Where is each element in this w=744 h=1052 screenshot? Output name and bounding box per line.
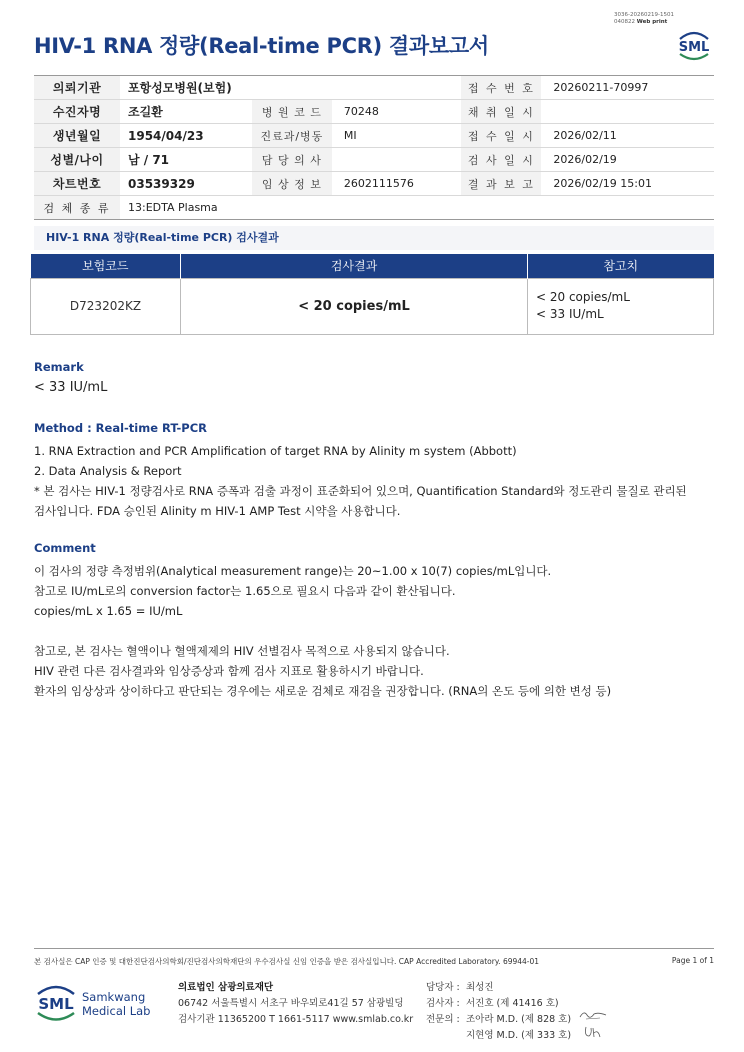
value-patient-name: 조길환: [120, 100, 252, 124]
label-birth-date: 생년월일: [34, 124, 120, 148]
document-id: 3036-20260219-1501 040822 Web print: [614, 12, 674, 25]
value-report-date: 2026/02/19 15:01: [541, 172, 714, 196]
label-accession: 접 수 번 호: [461, 76, 541, 100]
value-hospital-code: 70248: [332, 100, 462, 124]
comment-line: 환자의 임상상과 상이하다고 판단되는 경우에는 새로운 검체로 재검을 권장합니다. (RNA의 온도 등에 의한 변성 등): [34, 684, 612, 698]
comment-line: 참고로 IU/mL로의 conversion factor는 1.65으로 필요시 다음과 같이 환산됩니다.: [34, 584, 456, 598]
comment-line: copies/mL x 1.65 = IU/mL: [34, 604, 183, 618]
staff-info: 담당자 : 최성진 검사자 : 서진호 (제 41416 호) 전문의 : 조아라 M.D. (제 828 호) 지현영 M.D. (제 333 호): [426, 982, 572, 1041]
comment-line: HIV 관련 다른 검사결과와 임상증상과 함께 검사 지표로 활용하시기 바랍니다.: [34, 664, 424, 678]
value-sex-age: 남 / 71: [120, 148, 252, 172]
cell-result-value: < 20 copies/mL: [181, 278, 528, 334]
info-row: [34, 196, 714, 220]
value-received-date: 2026/02/11: [541, 124, 714, 148]
svg-text:SML: SML: [678, 40, 710, 55]
method-line: 1. RNA Extraction and PCR Amplification of target RNA by Alinity m system (Abbott): [34, 444, 517, 458]
method-line: * 본 검사는 HIV-1 정량검사로 RNA 증폭과 검출 과정이 표준화되어 있으며, Quantification Standard와 정도관리 물질로 관리된: [34, 484, 687, 498]
label-report-date: 결 과 보 고: [461, 172, 541, 196]
method-section: [34, 421, 714, 521]
organization-info: 의료법인 삼광의료재단 06742 서울특별시 서초구 바우뫼로41길 57 삼광빌딩 검사기관 11365200 T 1661-5117 www.smlab.co.kr: [178, 982, 414, 1025]
comment-heading: Comment: [34, 541, 96, 555]
value-specimen-type: 13:EDTA Plasma: [120, 196, 714, 220]
signature-icon: [578, 1008, 608, 1022]
samkwang-logo-icon: [36, 980, 160, 1024]
value-requester: 포항성모병원(보험): [120, 76, 461, 100]
comment-line: 참고로, 본 검사는 혈액이나 혈액제제의 HIV 선별검사 목적으로 사용되지 않습니다.: [34, 644, 450, 658]
label-chart-number: 차트번호: [34, 172, 120, 196]
label-department: 진료과/병동: [252, 124, 332, 148]
label-physician: 담 당 의 사: [252, 148, 332, 172]
info-row: [34, 148, 714, 172]
result-section-title: HIV-1 RNA 정량(Real-time PCR) 검사결과: [34, 226, 714, 250]
value-chart-number: 03539329: [120, 172, 252, 196]
cell-insurance-code: D723202KZ: [31, 278, 181, 334]
label-sex-age: 성별/나이: [34, 148, 120, 172]
info-row: [34, 172, 714, 196]
cell-reference-range: < 20 copies/mL < 33 IU/mL: [528, 278, 714, 334]
page-number: Page 1 of 1: [671, 956, 714, 965]
svg-text:Samkwang: Samkwang: [82, 990, 146, 1004]
report-title: HIV-1 RNA 정량(Real-time PCR) 결과보고서: [34, 34, 489, 58]
remark-section: [34, 360, 714, 395]
svg-text:SML: SML: [38, 995, 74, 1013]
label-clinical-info: 임 상 정 보: [252, 172, 332, 196]
value-department: MI: [332, 124, 462, 148]
method-heading: Method : Real-time RT-PCR: [34, 421, 208, 435]
value-collection-date: [541, 100, 714, 124]
remark-value: < 33 IU/mL: [34, 380, 108, 395]
info-row: [34, 100, 714, 124]
label-test-date: 검 사 일 시: [461, 148, 541, 172]
method-line: 2. Data Analysis & Report: [34, 464, 182, 478]
value-clinical-info: 2602111576: [332, 172, 462, 196]
remark-heading: Remark: [34, 360, 84, 374]
info-row: [34, 124, 714, 148]
label-hospital-code: 병 원 코 드: [252, 100, 332, 124]
header-reference: 참고치: [528, 254, 714, 278]
value-physician: [332, 148, 462, 172]
label-received-date: 접 수 일 시: [461, 124, 541, 148]
info-row: [34, 76, 714, 100]
value-accession: 20260211-70997: [541, 76, 714, 100]
label-patient-name: 수진자명: [34, 100, 120, 124]
table-row: [31, 278, 714, 334]
label-collection-date: 채 취 일 시: [461, 100, 541, 124]
value-test-date: 2026/02/19: [541, 148, 714, 172]
method-line: 검사입니다. FDA 승인된 Alinity m HIV-1 AMP Test 시약을 사용합니다.: [34, 504, 401, 518]
comment-section: [34, 541, 714, 701]
value-birth-date: 1954/04/23: [120, 124, 252, 148]
signature-icon: [582, 1024, 604, 1040]
comment-line: 이 검사의 정량 측정범위(Analytical measurement range)는 20~1.00 x 10(7) copies/mL입니다.: [34, 564, 552, 578]
patient-info-table: [34, 75, 714, 220]
header-insurance-code: 보험코드: [31, 254, 181, 278]
result-table: [30, 254, 714, 335]
header-result: 검사결과: [181, 254, 528, 278]
svg-text:Medical Lab: Medical Lab: [82, 1004, 151, 1018]
accreditation-note: 본 검사실은 CAP 인증 및 대한진단검사의학회/진단검사의학재단의 우수검사실 신임 인증을 받은 검사실입니다. CAP Accredited Laboratory. 69944-01: [34, 957, 540, 966]
label-requester: 의뢰기관: [34, 76, 120, 100]
footer-divider: [34, 948, 714, 949]
result-header-row: [31, 254, 714, 278]
spacer: [34, 621, 714, 641]
sml-logo-icon: [674, 24, 714, 64]
label-specimen-type: 검 체 종 류: [34, 196, 120, 220]
